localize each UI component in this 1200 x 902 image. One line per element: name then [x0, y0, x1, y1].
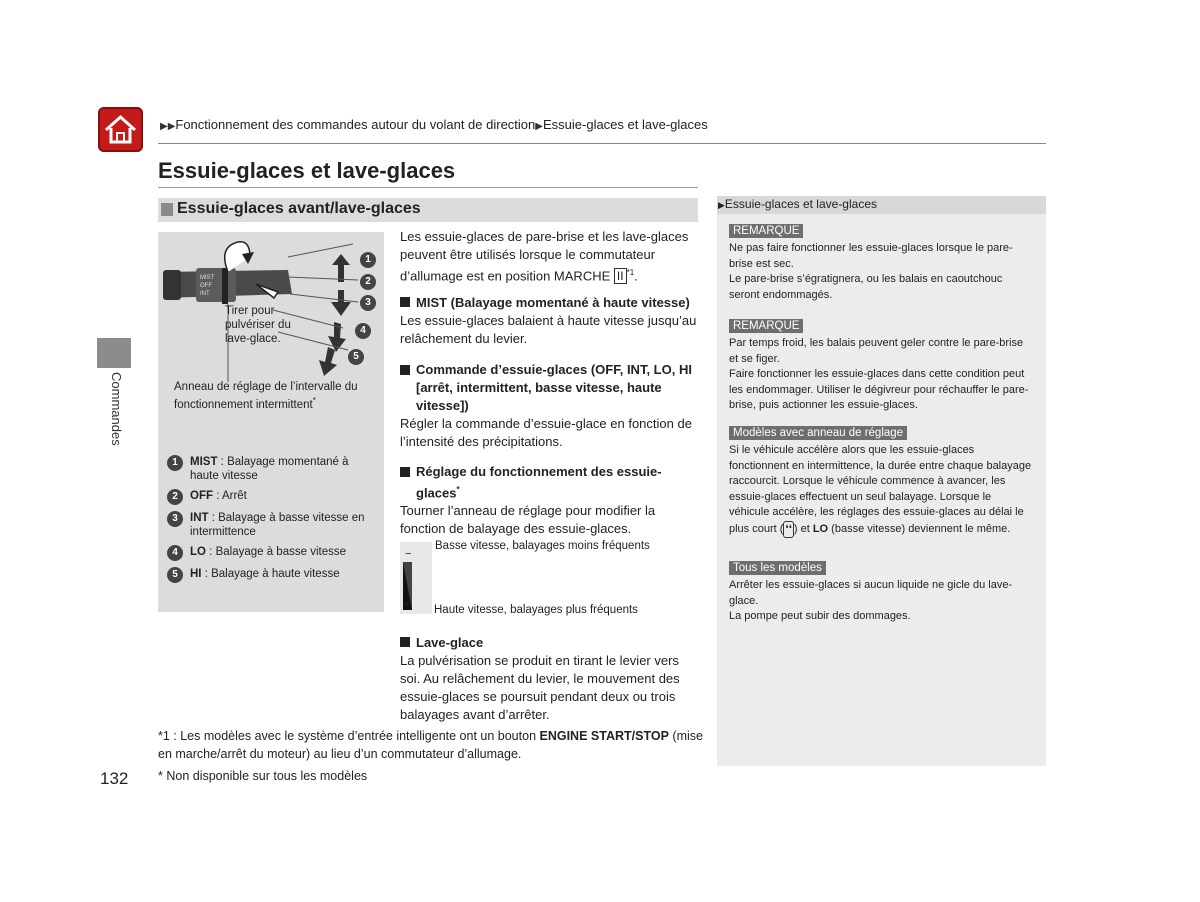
chapter-label: Commandes: [109, 372, 124, 446]
legend-item: 3 INT : Balayage à basse vitesse en intermittence: [167, 511, 377, 539]
callout-3: 3: [360, 295, 376, 311]
low-speed-label: Basse vitesse, balayages moins fréquents: [435, 540, 650, 552]
page-title: Essuie-glaces et lave-glaces: [158, 158, 456, 183]
home-icon: [98, 107, 143, 152]
all-models-tag: Tous les modèles: [729, 561, 826, 575]
svg-text:MIST: MIST: [200, 275, 215, 281]
breadcrumb-arrow-icon: ▶▶: [160, 121, 176, 132]
intro-paragraph: Les essuie-glaces de pare-brise et les lave-glaces peuvent être utilisés lorsque le commutateur d’allumage est en position MARCHE II $^{*1}$.: [400, 229, 689, 284]
callout-1: 1: [360, 252, 376, 268]
mist-section: MIST (Balayage momentané à haute vitesse) Les essuie-glaces balaient à haute vitesse jusqu’au relâchement du levier.: [400, 295, 697, 346]
footnote-2: * Non disponible sur tous les modèles: [158, 769, 368, 783]
notes-header-label[interactable]: ▶Essuie-glaces et lave-glaces: [718, 197, 877, 211]
remark-tag: REMARQUE: [729, 224, 803, 238]
callout-5: 5: [348, 349, 364, 365]
callout-4: 4: [355, 323, 371, 339]
svg-text:OFF: OFF: [200, 283, 212, 289]
ignition-on-symbol: II: [614, 268, 627, 284]
adjust-ring-models-note: Modèles avec anneau de réglage Si le véhicule accélère alors que les essuie-glaces fonctionnent en intermittence, la durée entre chaque balayage raccourcit. Lorsque le véhicule commence à avancer, les essuie-glaces effectuent un seul balayage. Lorsque le véhicule accélère, les réglages des essuie-glaces au délai le plus court ( ❛❛ ) et LO (basse vitesse) deviennent le même.: [729, 423, 1034, 538]
callout-legend: [167, 455, 377, 583]
breadcrumb-link-2[interactable]: Essuie-glaces et lave-glaces: [542, 117, 708, 132]
callout-2: 2: [360, 274, 376, 290]
legend-item: 1 MIST : Balayage momentané à haute vitesse: [167, 455, 377, 483]
svg-text:INT: INT: [200, 291, 210, 297]
chapter-tab[interactable]: [97, 338, 131, 368]
interval-ring-label: Anneau de réglage de l’intervalle du fonctionnement intermittent*: [174, 381, 358, 411]
header-divider: [158, 143, 1046, 144]
home-button[interactable]: [98, 107, 143, 152]
all-models-note: Tous les modèles Arrêter les essuie-glaces si aucun liquide ne gicle du lave-glace. La pompe peut subir des dommages.: [729, 562, 1013, 622]
models-tag: Modèles avec anneau de réglage: [729, 426, 907, 440]
breadcrumb-link-1[interactable]: Fonctionnement des commandes autour du volant de direction: [175, 117, 536, 132]
remark-2: REMARQUE Par temps froid, les balais peuvent geler contre le pare-brise et se figer. Faire fonctionner les essuie-glaces dans cette condition peut les endommager. Utiliser le dégivreur pour réchauffer le pare-brise, puis actionner les essuie-glaces.: [729, 320, 1029, 411]
speed-scale: − +: [400, 542, 432, 614]
section-title: Essuie-glaces avant/lave-glaces: [177, 200, 421, 217]
footnote-1: *1 : Les modèles avec le système d’entrée intelligente ont un bouton ENGINE START/STOP (mise en marche/arrêt du moteur) au lieu d’un commutateur d’allumage.: [158, 729, 703, 761]
legend-item: 4 LO : Balayage à basse vitesse: [167, 545, 377, 561]
pull-to-spray-label: Tirer pour pulvériser du lave-glace.: [225, 305, 291, 345]
breadcrumb-arrow-icon: ▶: [535, 121, 543, 132]
legend-item: 2 OFF : Arrêt: [167, 489, 377, 505]
adjust-section: Réglage du fonctionnement des essuie-glaces* Tourner l’anneau de réglage pour modifier la fonction de balayage des essuie-glaces.: [400, 464, 662, 537]
title-divider: [158, 187, 698, 188]
washer-section: Lave-glace La pulvérisation se produit en tirant le levier vers soi. Au relâchement du levier, le mouvement des essuie-glaces se poursuit pendant deux ou trois balayages avant d’arrêter.: [400, 635, 680, 722]
breadcrumb: [160, 117, 708, 132]
page-number: 132: [100, 769, 129, 788]
remark-tag: REMARQUE: [729, 319, 803, 333]
control-section: Commande d’essuie-glaces (OFF, INT, LO, HI [arrêt, intermittent, basse vitesse, haute vitesse]) Régler la commande d’essuie-glace en fonction de l’intensité des précipitations.: [400, 362, 692, 449]
high-speed-label: Haute vitesse, balayages plus fréquents: [434, 604, 638, 616]
notes-arrow-icon: ▶: [718, 200, 725, 210]
section-square-icon: [161, 203, 173, 216]
legend-item: 5 HI : Balayage à haute vitesse: [167, 567, 377, 583]
remark-1: REMARQUE Ne pas faire fonctionner les essuie-glaces lorsque le pare-brise est sec. Le pare-brise s’égratignera, ou les balais en caoutchouc seront endommagés.: [729, 225, 1013, 301]
wiper-shortest-delay-icon: ❛❛: [783, 521, 793, 539]
